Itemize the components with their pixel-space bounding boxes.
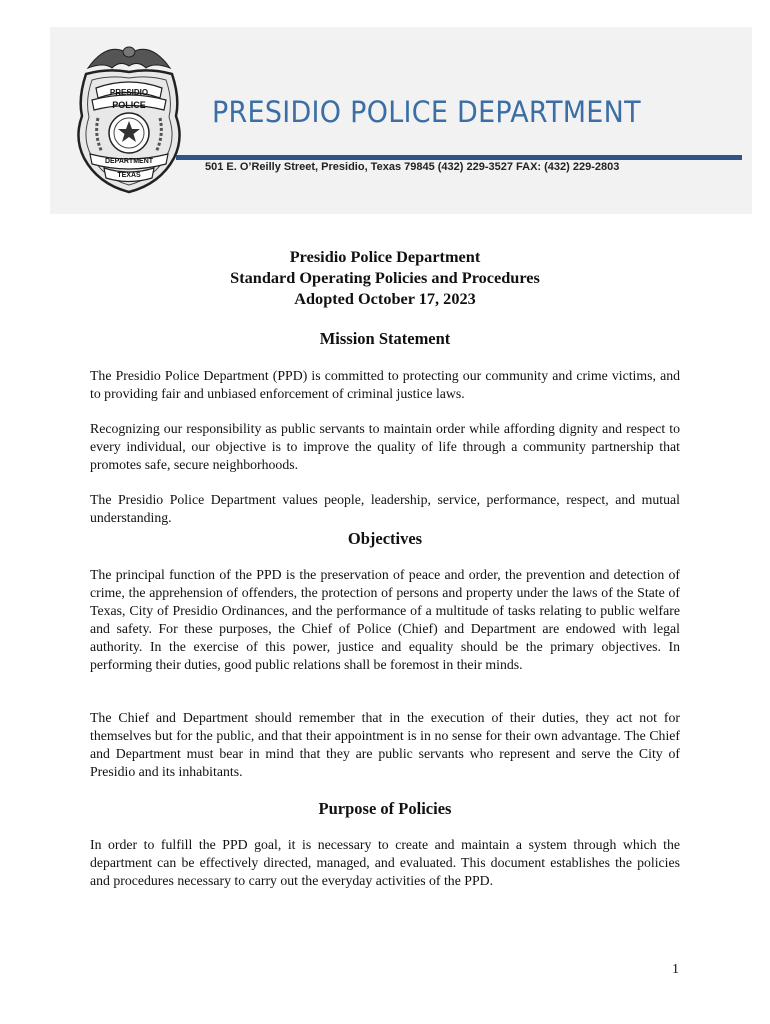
header-rule <box>176 155 742 160</box>
purpose-paragraph-1: In order to fulfill the PPD goal, it is necessary to create and maintain a system through which the department can be effectively directed, managed, and evaluated. This document establishes the policies and procedures necessary to carry out the everyday activities of the PPD. <box>90 837 680 888</box>
page-number: 1 <box>672 962 679 977</box>
mission-paragraph-1: The Presidio Police Department (PPD) is committed to protecting our community and crime victims, and to providing fair and unbiased enforcement of criminal justice laws. <box>90 368 680 401</box>
badge-mid-text: POLICE <box>112 100 146 110</box>
title-line-3: Adopted October 17, 2023 <box>294 289 476 308</box>
title-line-1: Presidio Police Department <box>289 247 481 266</box>
eagle-icon <box>88 47 170 68</box>
purpose-heading: Purpose of Policies <box>318 799 452 818</box>
badge-top-text: PRESIDIO <box>109 88 149 97</box>
objectives-paragraph-2: The Chief and Department should remember that in the execution of their duties, they act not for themselves but for the public, and that their appointment is in no sense for their own advantage. The Chief and Department must bear in mind that they are public servants who represent and serve the City of Presidio and its inhabitants. <box>90 710 680 779</box>
mission-paragraph-2: Recognizing our responsibility as public servants to maintain order while affording dignity and respect to every individual, our objective is to improve the quality of life through a community partnership that promotes safe, secure neighborhoods. <box>90 421 680 472</box>
department-address: 501 E. O’Reilly Street, Presidio, Texas 79845 (432) 229-3527 FAX: (432) 229-2803 <box>205 161 620 173</box>
objectives-paragraph-1: The principal function of the PPD is the preservation of peace and order, the prevention and detection of crime, the apprehension of offenders, the protection of persons and property under the laws of the State of Texas, City of Presidio Ordinances, and the performance of a multitude of tasks relating to public welfare and safety. For these purposes, the Chief of Police (Chief) and Department are endowed with legal authority. In the exercise of this power, justice and equality should be the primary objectives. In performing their duties, good public relations shall be foremost in their minds. <box>90 567 680 672</box>
badge-lower-text: DEPARTMENT <box>104 158 154 165</box>
document-title <box>85 246 685 309</box>
badge-bottom-text: TEXAS <box>117 172 141 179</box>
mission-heading: Mission Statement <box>319 329 451 348</box>
objectives-heading: Objectives <box>347 529 423 548</box>
police-badge-logo <box>68 38 190 196</box>
mission-paragraph-3: The Presidio Police Department values people, leadership, service, performance, respect, and mutual understanding. <box>90 492 680 525</box>
title-line-2: Standard Operating Policies and Procedures <box>230 268 540 287</box>
department-name: PRESIDIO POLICE DEPARTMENT <box>212 95 641 129</box>
